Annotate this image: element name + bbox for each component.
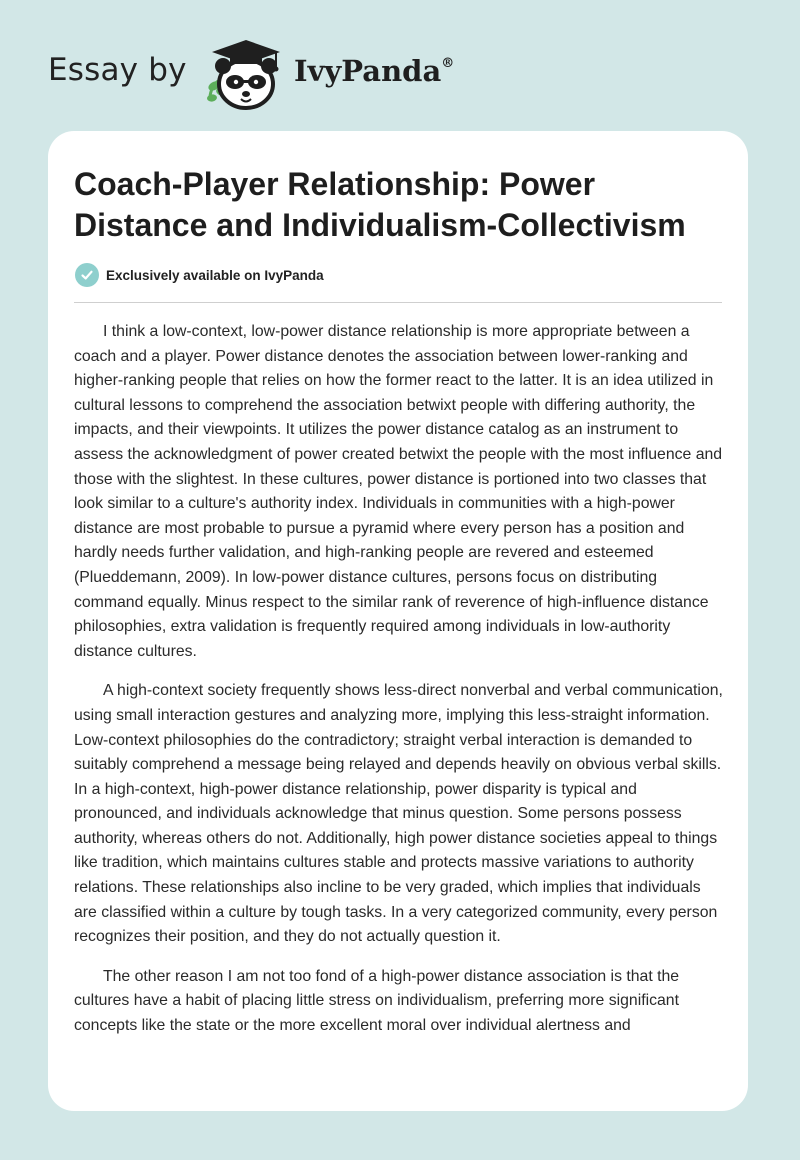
page-title: Coach-Player Relationship: Power Distance and Individualism-Collectivism — [74, 166, 686, 243]
paragraph: The other reason I am not too fond of a high-power distance association is that the cultures have a habit of placing little stress on individualism, preferring more significant concepts like the state or the more excellent moral over individual alertness and — [74, 967, 680, 1035]
paragraph: A high-context society frequently shows less-direct nonverbal and verbal communication, using small interaction gestures and analyzing more, implying this less-straight information. Low-context philosophies do the contradictory; straight verbal interaction is demanded to suitably comprehend a message being relayed and depends heavily on obvious verbal skills. In a high-context, high-power distance relationship, power disparity is typical and pronounced, and individuals acknowledge that minus question. Some persons possess authority, whereas others do not. Additionally, high power distance societies appeal to things like tradition, which maintains cultures stable and protects massive variations to authority relations. These relationships also incline to be very graded, which implies that individuals are classified within a culture by tough tasks. In a very categorized community, every person recognizes their position, and they do not actually question it. — [74, 682, 723, 946]
badge-label: Exclusively available on IvyPanda — [106, 267, 324, 283]
essay-card — [48, 131, 748, 1111]
panda-logo-icon[interactable] — [202, 36, 286, 114]
essay-body — [74, 320, 724, 1054]
registered-mark: ® — [441, 56, 455, 71]
essay-by-label: Essay by — [48, 52, 187, 88]
check-icon — [75, 263, 99, 287]
brand-name[interactable]: IvyPanda® — [294, 54, 455, 88]
divider — [74, 302, 722, 303]
paragraph: I think a low-context, low-power distance relationship is more appropriate between a coach and a player. Power distance denotes the association between lower-ranking and higher-ranking people that relies on how the former react to the latter. It is an idea utilized in cultural lessons to comprehend the association betwixt people with differing authority, the impacts, and their viewpoints. It utilizes the power distance catalog as an instrument to assess the acknowledgment of power created betwixt the people with the most influence and those with the slightest. In these cultures, power distance is portioned into two classes that look similar to a culture's authority index. Individuals in communities with a high-power distance are most probable to pursue a pyramid where every person has a position and hardly needs further validation, and high-ranking people are revered and esteemed (Plueddemann, 2009). In low-power distance cultures, persons focus on distributing command equally. Minus respect to the similar rank of reverence of high-influence distance philosophies, extra validation is frequently required among individuals in low-authority distance cultures. — [74, 323, 723, 660]
exclusive-badge — [75, 263, 324, 287]
site-header — [48, 34, 508, 114]
